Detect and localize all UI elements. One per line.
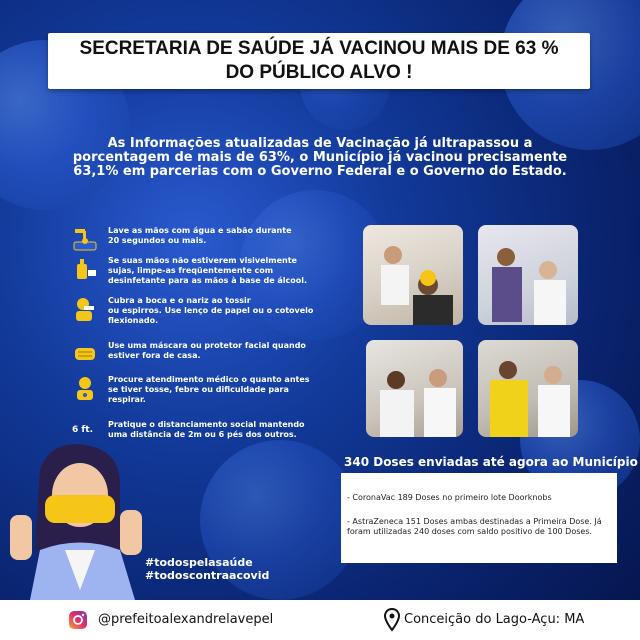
vaccination-photo xyxy=(478,225,578,325)
tip-line: estiver fora de casa. xyxy=(108,351,201,360)
dose-item-coronavac: - CoronaVac 189 Doses no primeiro lote Doorknobs xyxy=(347,493,552,502)
tip-line: Lave as mãos com água e sabão durante xyxy=(108,226,292,235)
headline-line-1: SECRETARIA DE SAÚDE JÁ VACINOU MAIS DE 63 % xyxy=(79,38,559,59)
dose-item-astrazeneca-line-2: foram utilizadas 240 doses com saldo positivo de 100 Doses. xyxy=(347,527,593,536)
vaccination-photo xyxy=(366,340,463,437)
distance-label: 6 ft. xyxy=(72,425,94,435)
tip-line: se tiver tosse, febre ou dificuldade para xyxy=(108,385,289,394)
headline-box xyxy=(48,33,590,89)
tip-line: Se suas mãos não estiverem visivelmente xyxy=(108,256,297,265)
tip-line: flexionado. xyxy=(108,316,159,325)
intro-paragraph xyxy=(70,137,570,179)
tip-line: uma distância de 2m ou 6 pés dos outros. xyxy=(108,430,297,439)
intro-line-3: 63,1% em parcerias com o Governo Federal e o Governo do Estado. xyxy=(73,164,567,179)
footer xyxy=(0,600,640,640)
dose-item-astrazeneca-line-1: - AstraZeneca 151 Doses ambas destinadas a Primeira Dose. Já xyxy=(347,517,602,526)
vaccination-photo xyxy=(478,340,578,437)
instagram-handle[interactable]: @prefeitoalexandrelavepel xyxy=(98,612,274,627)
tip-line: desinfetante para as mãos à base de álcool. xyxy=(108,276,308,285)
tip-line: sujas, limpe-as freqüentemente com xyxy=(108,266,274,275)
tip-line: Pratique o distanciamento social mantendo xyxy=(108,420,305,429)
cough-icon xyxy=(72,296,98,322)
headline-line-2: DO PÚBLICO ALVO ! xyxy=(225,62,413,83)
vaccination-photo xyxy=(363,225,463,325)
intro-line-2: porcentagem de mais de 63%, o Município já vacinou precisamente xyxy=(72,150,568,165)
hashtag: #todoscontraacovid xyxy=(145,569,270,582)
tip-line: respirar. xyxy=(108,395,146,404)
hashtag: #todospelasaúde xyxy=(145,556,253,569)
tip-line: 20 segundos ou mais. xyxy=(108,236,207,245)
doses-info-box xyxy=(341,473,617,563)
mask-icon xyxy=(72,341,98,367)
tip-line: ou espirros. Use lenço de papel ou o cotovelo xyxy=(108,306,314,315)
location-pin-icon xyxy=(384,608,400,632)
sanitizer-icon xyxy=(72,256,98,282)
hashtags xyxy=(145,556,269,582)
tip-line: Use uma máscara ou protetor facial quando xyxy=(108,341,306,350)
instagram-icon[interactable] xyxy=(68,610,88,630)
woman-with-mask-illustration xyxy=(10,440,150,600)
tip-line: Cubra a boca e o nariz ao tossir xyxy=(108,296,251,305)
tip-line: Procure atendimento médico o quanto antes xyxy=(108,375,310,384)
intro-line-1: As Informações atualizadas de Vacinação já ultrapassou a xyxy=(107,136,533,151)
doses-heading: 340 Doses enviadas até agora ao Município xyxy=(344,455,638,469)
location-text: Conceição do Lago-Açu: MA xyxy=(404,612,585,627)
hand-wash-icon xyxy=(72,226,98,252)
doctor-icon xyxy=(72,375,98,401)
